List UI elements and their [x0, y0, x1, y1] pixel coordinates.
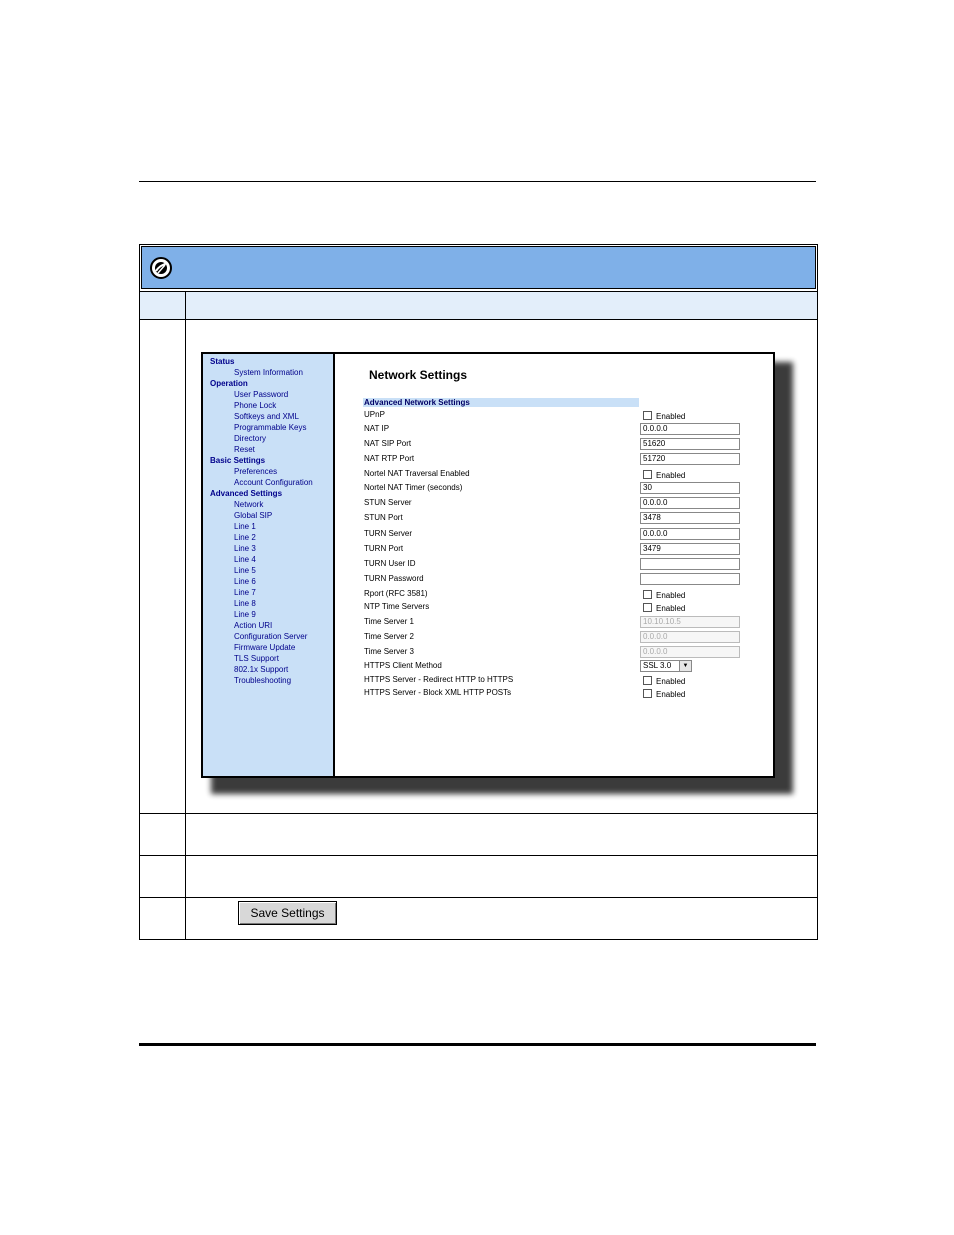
- stun-port-label: STUN Port: [364, 513, 403, 522]
- nav-item-line-3[interactable]: Line 3: [234, 544, 256, 553]
- nav-item-line-6[interactable]: Line 6: [234, 577, 256, 586]
- nav-item-global-sip[interactable]: Global SIP: [234, 511, 273, 520]
- nat-rtp-port-label: NAT RTP Port: [364, 454, 415, 463]
- turn-password-label: TURN Password: [364, 574, 424, 583]
- checkbox-icon[interactable]: [643, 676, 652, 685]
- nortel-nat-label: Nortel NAT Traversal Enabled: [364, 469, 470, 478]
- https-block-checkbox[interactable]: Enabled: [643, 689, 685, 700]
- nav-item-tls-support[interactable]: TLS Support: [234, 654, 279, 663]
- nat-sip-port-label: NAT SIP Port: [364, 439, 412, 448]
- stun-port-input[interactable]: 3478: [640, 512, 740, 524]
- https-block-label: HTTPS Server - Block XML HTTP POSTs: [364, 688, 512, 697]
- upnp-label: UPnP: [364, 410, 385, 419]
- nav-item-action-uri[interactable]: Action URI: [234, 621, 273, 630]
- https-redirect-checkbox[interactable]: Enabled: [643, 676, 685, 687]
- checkbox-icon[interactable]: [643, 689, 652, 698]
- nav-item-line-9[interactable]: Line 9: [234, 610, 256, 619]
- nat-ip-input[interactable]: 0.0.0.0: [640, 423, 740, 435]
- table-column-header: [140, 291, 817, 319]
- nav-item-line-4[interactable]: Line 4: [234, 555, 256, 564]
- section-title: Advanced Network Settings: [364, 398, 470, 407]
- https-client-method-label: HTTPS Client Method: [364, 661, 442, 670]
- time-server-1-label: Time Server 1: [364, 617, 414, 626]
- turn-server-label: TURN Server: [364, 529, 413, 538]
- nortel-nat-checkbox[interactable]: Enabled: [643, 470, 685, 481]
- turn-user-id-input[interactable]: [640, 558, 740, 570]
- chevron-down-icon[interactable]: ▼: [679, 661, 691, 671]
- time-server-2-input[interactable]: 0.0.0.0: [640, 631, 740, 643]
- rport-label: Rport (RFC 3581): [364, 589, 428, 598]
- time-server-3-input[interactable]: 0.0.0.0: [640, 646, 740, 658]
- nav-item-user-password[interactable]: User Password: [234, 390, 289, 399]
- nav-item-firmware-update[interactable]: Firmware Update: [234, 643, 296, 652]
- turn-port-input[interactable]: 3479: [640, 543, 740, 555]
- ntp-checkbox[interactable]: Enabled: [643, 603, 685, 614]
- nav-item-8021x-support[interactable]: 802.1x Support: [234, 665, 289, 674]
- checkbox-icon[interactable]: [643, 590, 652, 599]
- nav-item-system-information[interactable]: System Information: [234, 368, 303, 377]
- upnp-checkbox[interactable]: Enabled: [643, 411, 685, 422]
- nav-item-line-2[interactable]: Line 2: [234, 533, 256, 542]
- nat-rtp-port-input[interactable]: 51720: [640, 453, 740, 465]
- nav-section-advanced-settings[interactable]: Advanced Settings: [210, 489, 283, 498]
- time-server-2-label: Time Server 2: [364, 632, 414, 641]
- nat-sip-port-input[interactable]: 51620: [640, 438, 740, 450]
- nav-item-line-5[interactable]: Line 5: [234, 566, 256, 575]
- globe-icon: [150, 257, 172, 279]
- turn-server-input[interactable]: 0.0.0.0: [640, 528, 740, 540]
- nav-item-line-7[interactable]: Line 7: [234, 588, 256, 597]
- nav-section-basic-settings[interactable]: Basic Settings: [210, 456, 266, 465]
- https-client-method-select[interactable]: SSL 3.0 ▼: [640, 660, 692, 672]
- nav-item-configuration-server[interactable]: Configuration Server: [234, 632, 308, 641]
- nav-item-troubleshooting[interactable]: Troubleshooting: [234, 676, 292, 685]
- nav-item-line-1[interactable]: Line 1: [234, 522, 256, 531]
- time-server-3-label: Time Server 3: [364, 647, 414, 656]
- stun-server-label: STUN Server: [364, 498, 412, 507]
- checkbox-icon[interactable]: [643, 411, 652, 420]
- nav-section-operation[interactable]: Operation: [210, 379, 248, 388]
- nav-section-status[interactable]: Status: [210, 357, 235, 366]
- turn-password-input[interactable]: [640, 573, 740, 585]
- stun-server-input[interactable]: 0.0.0.0: [640, 497, 740, 509]
- nav-item-network[interactable]: Network: [234, 500, 264, 509]
- rport-checkbox[interactable]: Enabled: [643, 590, 685, 601]
- https-redirect-label: HTTPS Server - Redirect HTTP to HTTPS: [364, 675, 514, 684]
- sidebar-nav: [203, 354, 335, 776]
- nav-item-programmable-keys[interactable]: Programmable Keys: [234, 423, 307, 432]
- table-header-bar: [141, 246, 816, 289]
- nortel-timer-input[interactable]: 30: [640, 482, 740, 494]
- nat-ip-label: NAT IP: [364, 424, 390, 433]
- save-settings-button[interactable]: Save Settings: [238, 901, 337, 925]
- settings-content: [335, 354, 773, 776]
- header-rule: [139, 181, 816, 182]
- page-title: Network Settings: [369, 368, 468, 382]
- nav-item-phone-lock[interactable]: Phone Lock: [234, 401, 277, 410]
- nav-item-account-configuration[interactable]: Account Configuration: [234, 478, 313, 487]
- nav-item-softkeys-xml[interactable]: Softkeys and XML: [234, 412, 299, 421]
- turn-user-id-label: TURN User ID: [364, 559, 416, 568]
- turn-port-label: TURN Port: [364, 544, 404, 553]
- ntp-label: NTP Time Servers: [364, 602, 430, 611]
- nav-item-reset[interactable]: Reset: [234, 445, 255, 454]
- checkbox-icon[interactable]: [643, 603, 652, 612]
- checkbox-icon[interactable]: [643, 470, 652, 479]
- nortel-timer-label: Nortel NAT Timer (seconds): [364, 483, 463, 492]
- footer-rule: [139, 1043, 816, 1046]
- nav-item-preferences[interactable]: Preferences: [234, 467, 278, 476]
- nav-item-line-8[interactable]: Line 8: [234, 599, 256, 608]
- time-server-1-input[interactable]: 10.10.10.5: [640, 616, 740, 628]
- network-settings-screenshot: [201, 352, 775, 778]
- nav-item-directory[interactable]: Directory: [234, 434, 267, 443]
